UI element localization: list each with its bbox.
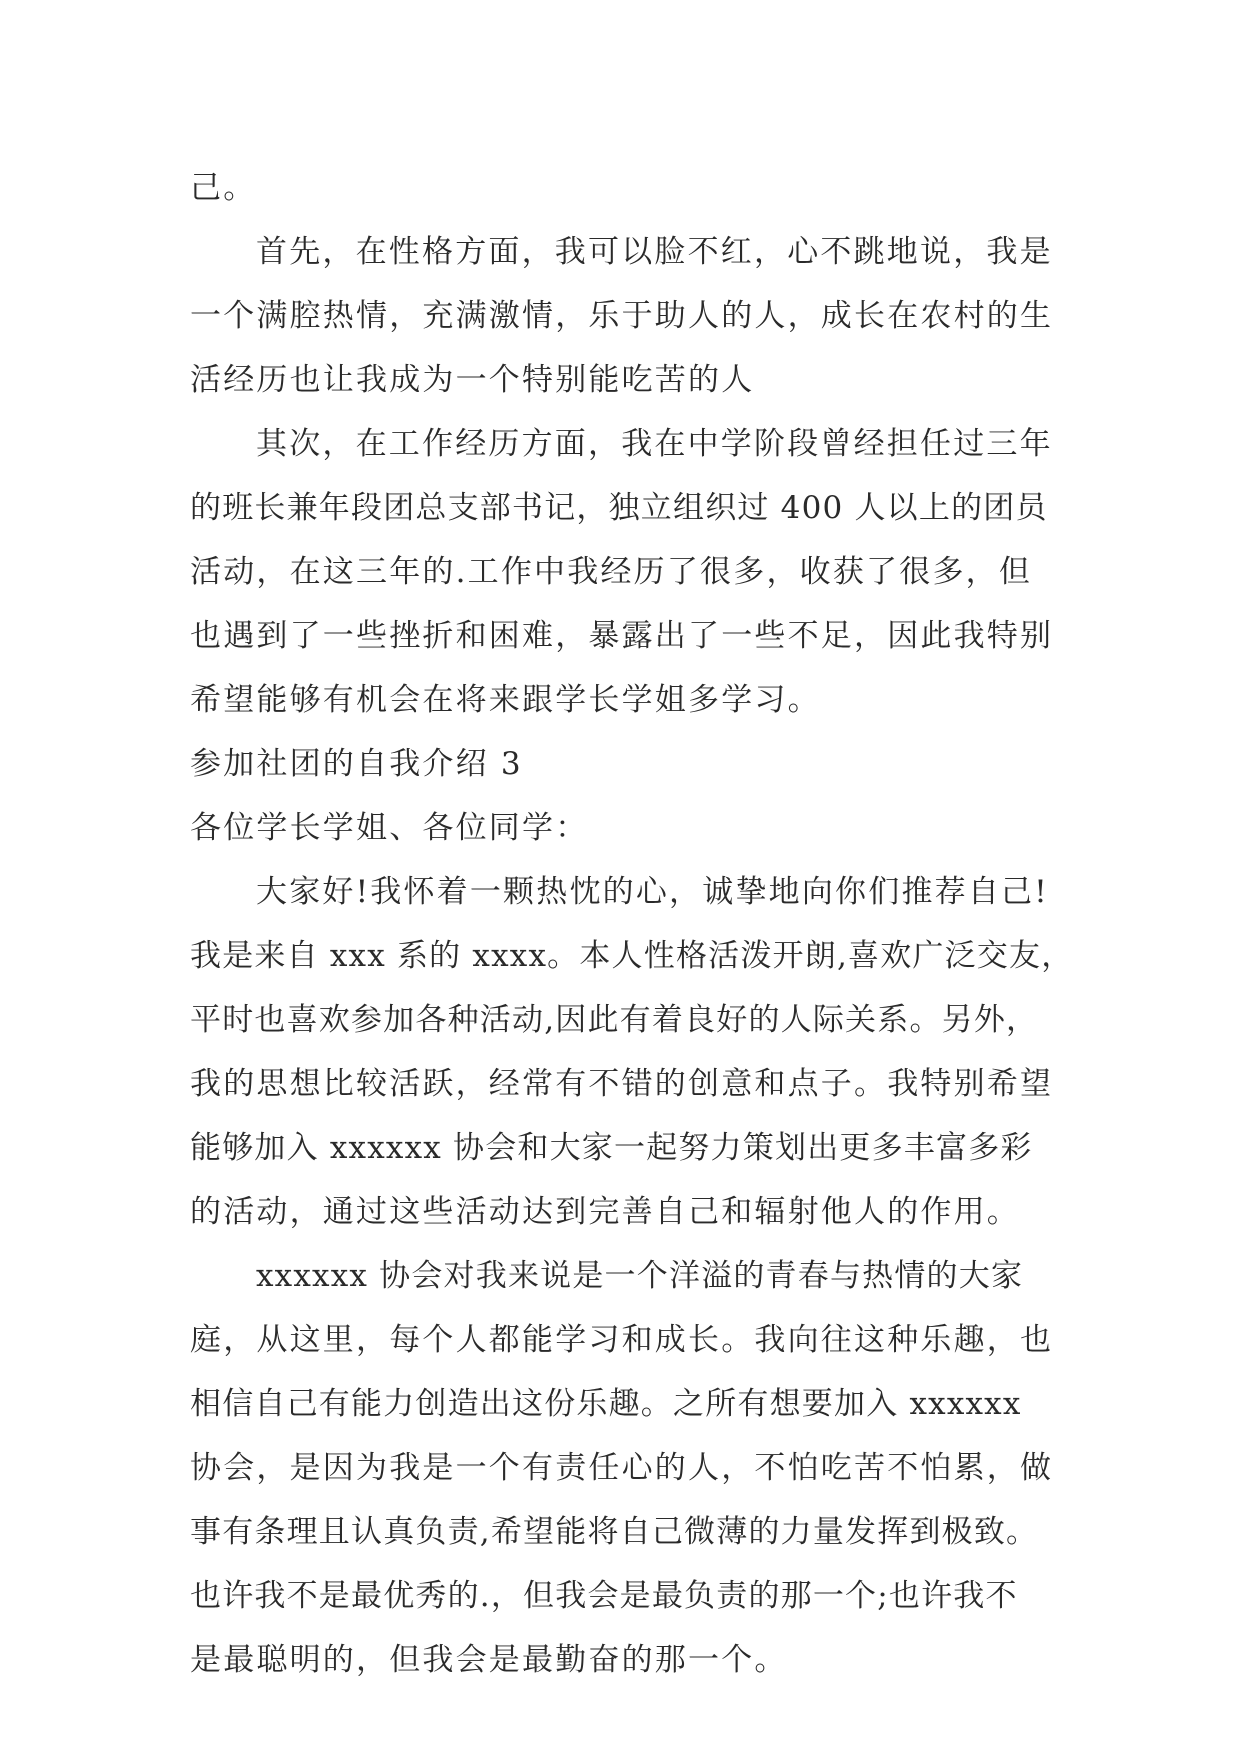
text-line: 也许我不是最优秀的.，但我会是最负责的那一个;也许我不 (190, 1578, 1018, 1614)
text-line: 希望能够有机会在将来跟学长学姐多学习。 (190, 682, 821, 718)
salutation: 各位学长学姐、各位同学： (190, 810, 589, 846)
text-line: 的班长兼年段团总支部书记，独立组织过 400 人以上的团员 (190, 490, 1048, 526)
paragraph-work-experience-line: 其次，在工作经历方面，我在中学阶段曾经担任过三年 (256, 426, 1053, 462)
text-line: 我的思想比较活跃，经常有不错的创意和点子。我特别希望 (190, 1066, 1054, 1102)
text-line: 活动，在这三年的.工作中我经历了很多，收获了很多，但 (190, 554, 1033, 590)
text-line: 是最聪明的，但我会是最勤奋的那一个。 (190, 1642, 788, 1678)
text-line: 事有条理且认真负责,希望能将自己微薄的力量发挥到极致。 (190, 1514, 1039, 1550)
text-line: 活经历也让我成为一个特别能吃苦的人 (190, 362, 755, 398)
text-line: 我是来自 xxx 系的 xxxx。本人性格活泼开朗,喜欢广泛交友， (190, 938, 1074, 974)
paragraph-personality-line: 首先，在性格方面，我可以脸不红，心不跳地说，我是 (256, 234, 1053, 270)
text-line: 能够加入 xxxxxx 协会和大家一起努力策划出更多丰富多彩 (190, 1130, 1033, 1166)
text-line: 平时也喜欢参加各种活动,因此有着良好的人际关系。另外， (190, 1002, 1039, 1038)
text-line: 也遇到了一些挫折和困难，暴露出了一些不足，因此我特别 (190, 618, 1054, 654)
text-line: 的活动，通过这些活动达到完善自己和辐射他人的作用。 (190, 1194, 1020, 1230)
text-line: 协会，是因为我是一个有责任心的人，不怕吃苦不怕累，做 (190, 1450, 1054, 1486)
text-line: 一个满腔热情，充满激情，乐于助人的人，成长在农村的生 (190, 298, 1054, 334)
paragraph-association-line: xxxxxx 协会对我来说是一个洋溢的青春与热情的大家 (256, 1258, 1024, 1294)
document-body (190, 156, 1074, 1692)
section-heading: 参加社团的自我介绍 3 (190, 746, 523, 782)
text-line: 相信自己有能力创造出这份乐趣。之所有想要加入 xxxxxx (190, 1386, 1022, 1422)
text-line: 庭，从这里，每个人都能学习和成长。我向往这种乐趣，也 (190, 1322, 1054, 1358)
text-line: 己。 (190, 170, 257, 206)
paragraph-greeting-line: 大家好!我怀着一颗热忱的心，诚挚地向你们推荐自己! (256, 874, 1049, 910)
